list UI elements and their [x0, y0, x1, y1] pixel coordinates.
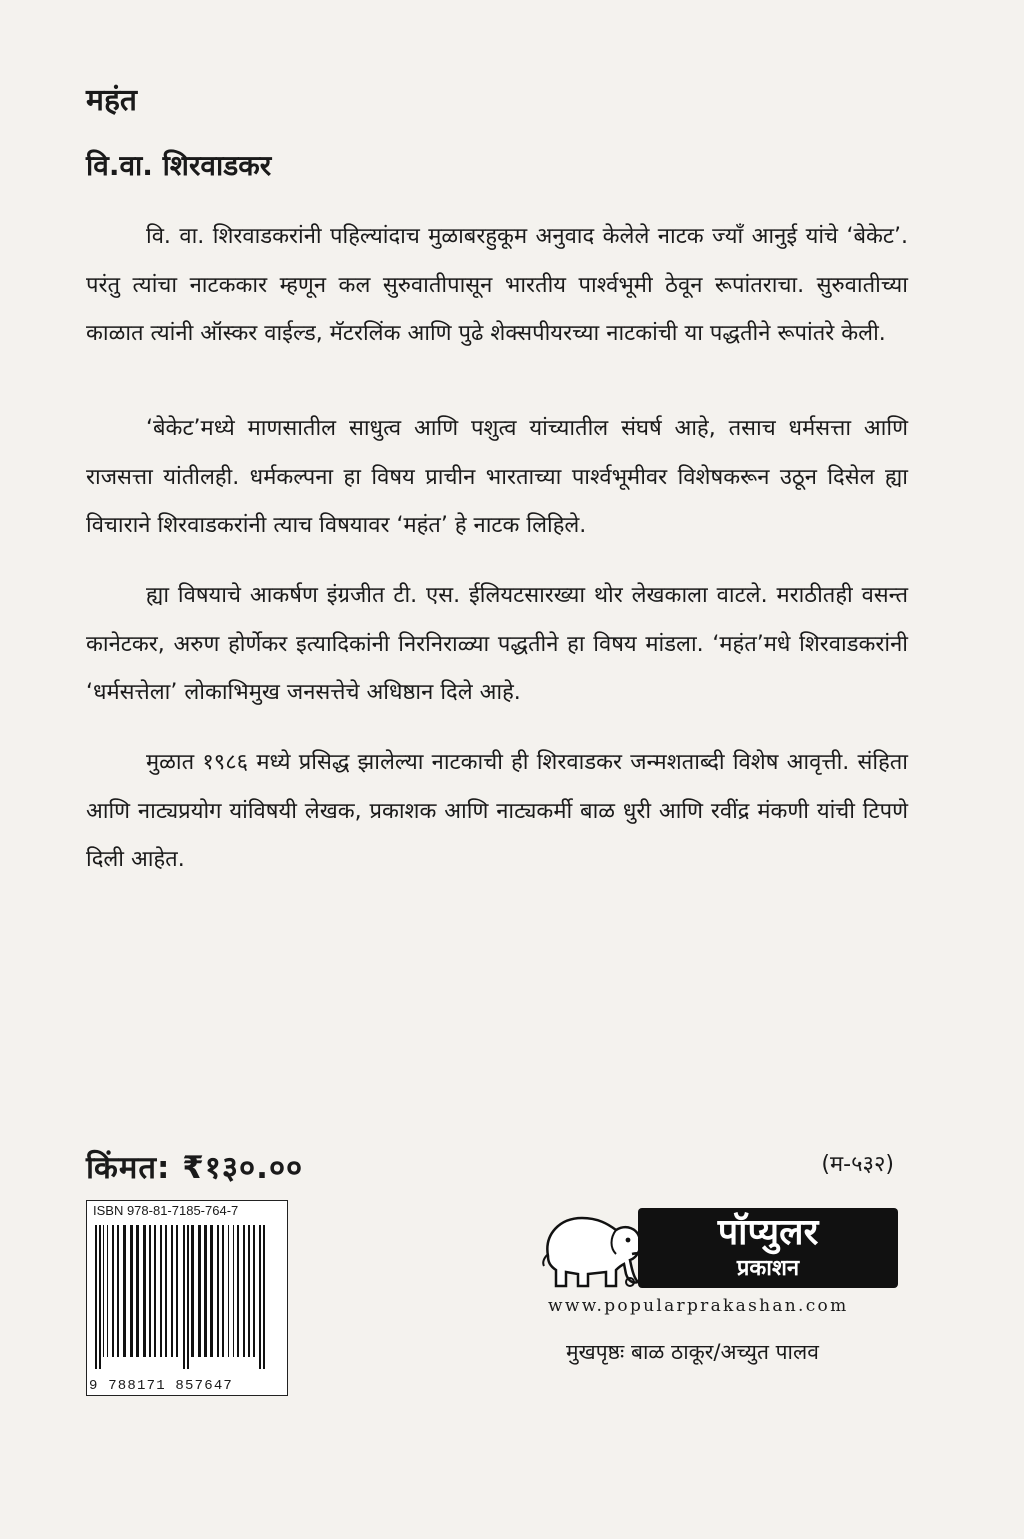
elephant-icon — [538, 1204, 648, 1292]
publisher-website: www.popularprakashan.com — [548, 1296, 849, 1316]
book-author: वि.वा. शिरवाडकर — [86, 149, 272, 182]
barcode-bar — [263, 1225, 265, 1369]
barcode-bar — [154, 1225, 156, 1357]
barcode-bar — [107, 1225, 108, 1357]
barcode-bar — [183, 1225, 185, 1369]
barcode-icon — [93, 1225, 281, 1369]
barcode-bar — [210, 1225, 213, 1357]
blurb-paragraph: ‘बेकेट’मध्ये माणसातील साधुत्व आणि पशुत्व यांच्यातील संघर्ष आहे, तसाच धर्मसत्ता आणि राजसत्ता यांतीलही. धर्मकल्पना हा विषय प्राचीन भारताच्या पार्श्वभूमीवर विशेषकरून उठून दिसेल ह्या विचाराने शिरवाडकरांनी त्याच विषयावर ‘महंत’ हे नाटक लिहिले. — [86, 416, 908, 538]
price-label: किंमत: ₹१३०.०० — [86, 1150, 304, 1186]
barcode-bar — [165, 1225, 167, 1357]
barcode-bar — [248, 1225, 250, 1357]
barcode-bar — [123, 1225, 126, 1357]
barcode-bar — [171, 1225, 173, 1357]
barcode-bar — [176, 1225, 178, 1357]
barcode-bar — [112, 1225, 114, 1357]
cover-credit: मुखपृष्ठः बाळ ठाकूर/अच्युत पालव — [566, 1340, 819, 1364]
blurb-paragraph: मुळात १९८६ मध्ये प्रसिद्ध झालेल्या नाटकाची ही शिरवाडकर जन्मशताब्दी विशेष आवृत्ती. संहिता आणि नाट्यप्रयोग यांविषयी लेखक, प्रकाशक आणि नाट्यकर्मी बाळ धुरी आणि रवींद्र मंकणी यांची टिपणे दिली आहेत. — [86, 750, 908, 872]
barcode-bar — [136, 1225, 139, 1357]
barcode-bar — [243, 1225, 245, 1357]
barcode-bar — [160, 1225, 162, 1357]
barcode-bar — [191, 1225, 194, 1357]
barcode-bar — [187, 1225, 189, 1369]
barcode-bar — [237, 1225, 239, 1357]
barcode-bar — [198, 1225, 201, 1357]
blurb-paragraph: वि. वा. शिरवाडकरांनी पहिल्यांदाच मुळाबरहुकूम अनुवाद केलेले नाटक ज्याँ आनुई यांचे ‘बेकेट’. परंतु त्यांचा नाटककार म्हणून कल सुरुवातीपासून भारतीय पार्श्वभूमी ठेवून रूपांतराचा. सुरुवातीच्या काळात त्यांनी ऑस्कर वाईल्ड, मॅटरलिंक आणि पुढे शेक्सपीयरच्या नाटकांची या पद्धतीने रूपांतरे केली. — [86, 224, 908, 346]
publisher-banner — [638, 1208, 898, 1288]
barcode-bar — [204, 1225, 207, 1357]
barcode-bar — [259, 1225, 261, 1369]
isbn-barcode-box — [86, 1200, 288, 1396]
barcode-bar — [253, 1225, 255, 1357]
book-title: महंत — [86, 83, 137, 118]
barcode-bar — [95, 1225, 97, 1369]
barcode-bar — [103, 1225, 104, 1357]
barcode-bar — [222, 1225, 224, 1357]
barcode-bar — [233, 1225, 234, 1357]
barcode-bar — [143, 1225, 146, 1357]
barcode-bar — [228, 1225, 229, 1357]
publisher-name: पॉप्युलर — [717, 1212, 819, 1253]
barcode-bar — [99, 1225, 101, 1369]
barcode-bar — [130, 1225, 133, 1357]
blurb-paragraph: ह्या विषयाचे आकर्षण इंग्रजीत टी. एस. ईलियटसारख्या थोर लेखकाला वाटले. मराठीतही वसन्त कानेटकर, अरुण होर्णेकर इत्यादिकांनी निरनिराळ्या पद्धतीने हा विषय मांडला. ‘महंत’मधे शिरवाडकरांनी ‘धर्मसत्तेला’ लोकाभिमुख जनसत्तेचे अधिष्ठान दिले आहे. — [86, 583, 908, 705]
isbn-label: ISBN 978-81-7185-764-7 — [93, 1203, 239, 1218]
publisher-logo — [538, 1200, 902, 1296]
barcode-bar — [217, 1225, 219, 1357]
catalog-code: (म-५३२) — [821, 1152, 894, 1177]
barcode-bar — [149, 1225, 151, 1357]
publisher-subtitle: प्रकाशन — [736, 1256, 800, 1281]
barcode-bar — [117, 1225, 119, 1357]
barcode-digits: 9 788171 857647 — [89, 1378, 234, 1394]
